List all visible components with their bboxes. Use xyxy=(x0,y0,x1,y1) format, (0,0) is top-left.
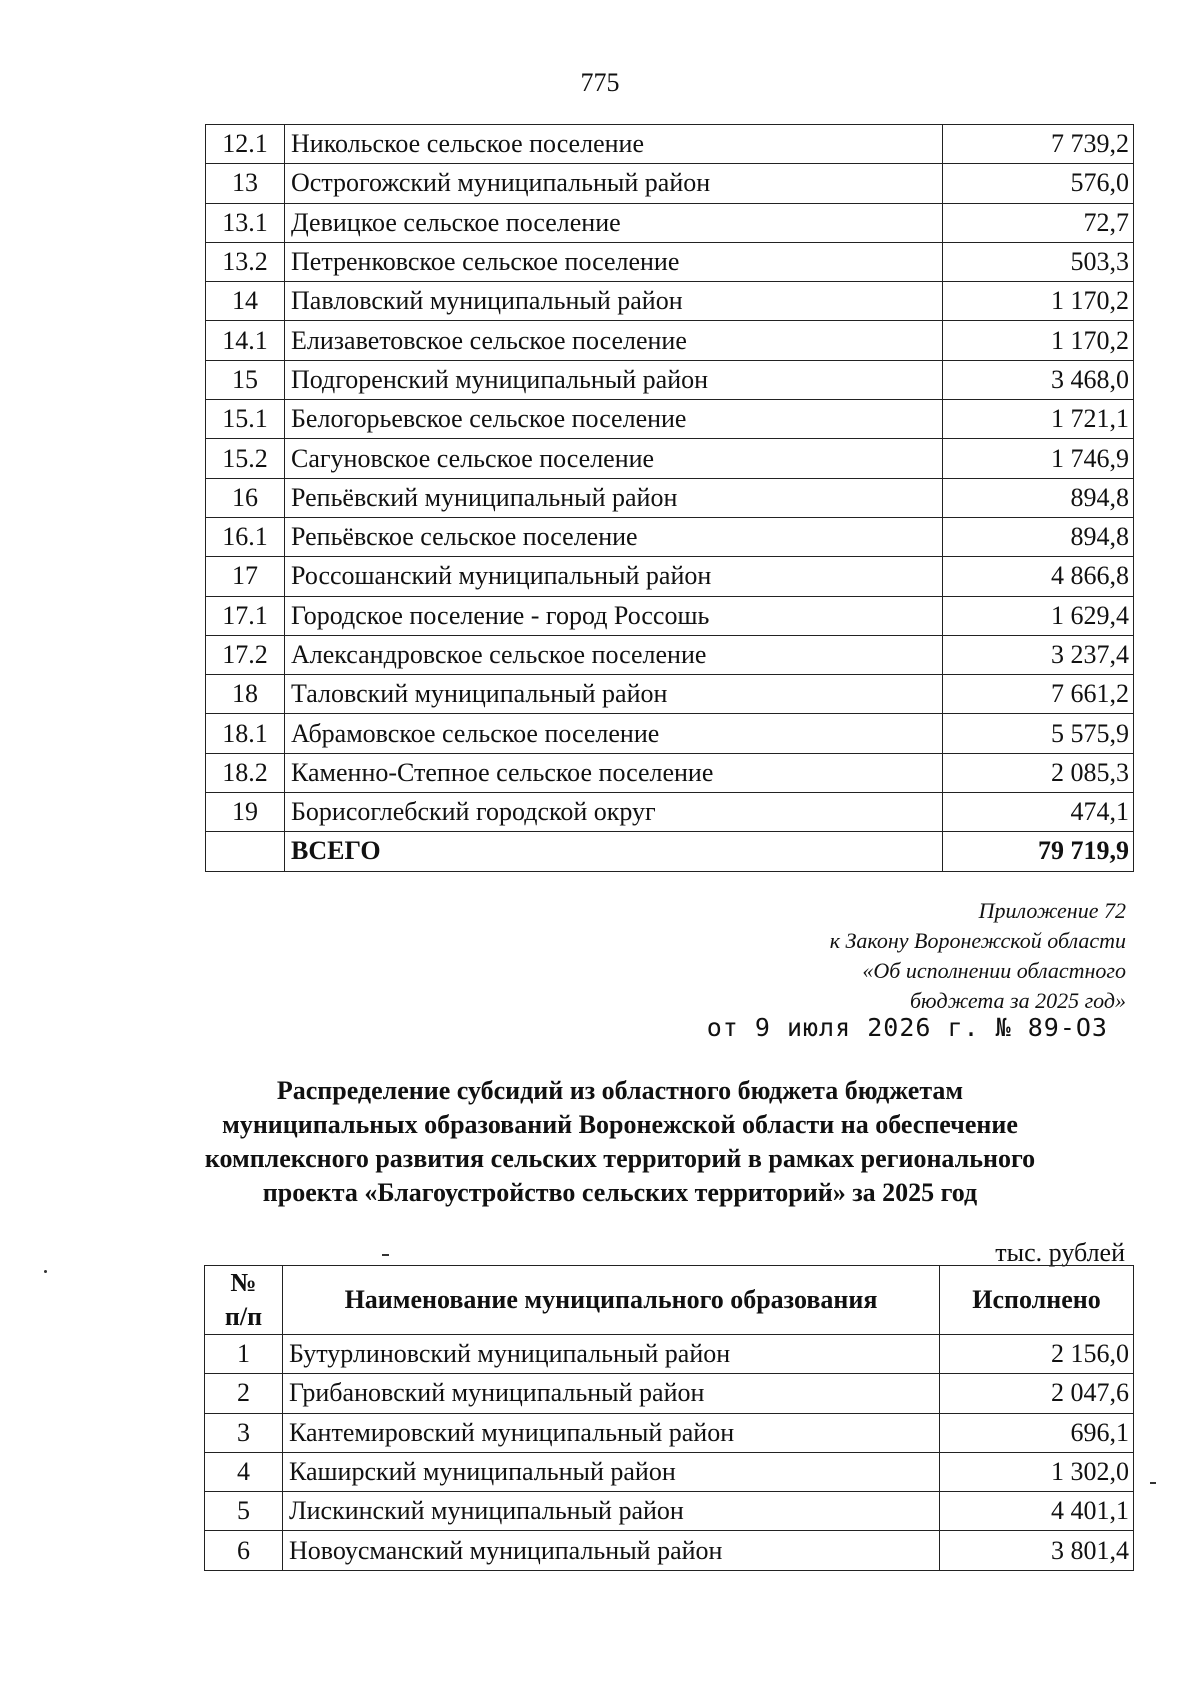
row-name: Бутурлиновский муниципальный район xyxy=(283,1335,940,1374)
table-row xyxy=(206,478,1134,517)
table-row xyxy=(206,242,1134,281)
units-label: тыс. рублей xyxy=(995,1238,1125,1267)
table-row xyxy=(206,164,1134,203)
title-line: Распределение субсидий из областного бюджета бюджетам xyxy=(276,1076,964,1105)
total-label: ВСЕГО xyxy=(285,832,943,871)
appendix-law-title-1: «Об исполнении областного xyxy=(862,958,1126,983)
row-value: 894,8 xyxy=(943,517,1134,556)
row-number: 17.1 xyxy=(206,596,285,635)
row-number: 6 xyxy=(205,1531,283,1570)
row-number: 16.1 xyxy=(206,517,285,556)
row-name: Абрамовское сельское поселение xyxy=(285,714,943,753)
row-number: 13.1 xyxy=(206,203,285,242)
title-line: комплексного развития сельских территорий в рамках регионального xyxy=(204,1144,1036,1173)
header-value: Исполнено xyxy=(940,1266,1134,1335)
row-number: 18 xyxy=(206,675,285,714)
row-value: 1 746,9 xyxy=(943,439,1134,478)
subsidies-table xyxy=(204,1265,1134,1571)
row-number: 1 xyxy=(205,1335,283,1374)
row-number: 17.2 xyxy=(206,635,285,674)
row-value: 576,0 xyxy=(943,164,1134,203)
table-row xyxy=(206,635,1134,674)
row-name: Белогорьевское сельское поселение xyxy=(285,400,943,439)
row-number: 13 xyxy=(206,164,285,203)
table-row xyxy=(206,596,1134,635)
table-row xyxy=(205,1335,1134,1374)
table-row xyxy=(206,125,1134,164)
subsidies-table-continued xyxy=(205,124,1134,872)
row-value: 696,1 xyxy=(940,1413,1134,1452)
page-number: 775 xyxy=(580,68,620,97)
row-value: 2 047,6 xyxy=(940,1374,1134,1413)
row-name: Петренковское сельское поселение xyxy=(285,242,943,281)
row-value: 7 661,2 xyxy=(943,675,1134,714)
row-number: 3 xyxy=(205,1413,283,1452)
row-number: 16 xyxy=(206,478,285,517)
table-row xyxy=(206,793,1134,832)
table-row xyxy=(206,360,1134,399)
appendix-date: от 9 июля 2026 г. № 89-ОЗ xyxy=(706,1013,1108,1042)
row-value: 4 401,1 xyxy=(940,1492,1134,1531)
row-value: 72,7 xyxy=(943,203,1134,242)
row-value: 474,1 xyxy=(943,793,1134,832)
row-value: 1 170,2 xyxy=(943,321,1134,360)
table-row xyxy=(206,753,1134,792)
scan-mark xyxy=(44,1270,47,1273)
appendix-law-ref: к Закону Воронежской области xyxy=(829,928,1126,953)
title-line: проекта «Благоустройство сельских территорий» за 2025 год xyxy=(262,1178,978,1207)
row-name: Городское поселение - город Россошь xyxy=(285,596,943,635)
appendix-law-title-2: бюджета за 2025 год» xyxy=(909,988,1126,1013)
total-number xyxy=(206,832,285,871)
table-row xyxy=(205,1492,1134,1531)
table-row xyxy=(206,439,1134,478)
row-number: 19 xyxy=(206,793,285,832)
row-value: 1 629,4 xyxy=(943,596,1134,635)
row-value: 7 739,2 xyxy=(943,125,1134,164)
row-name: Острогожский муниципальный район xyxy=(285,164,943,203)
row-value: 3 801,4 xyxy=(940,1531,1134,1570)
row-value: 3 237,4 xyxy=(943,635,1134,674)
total-row xyxy=(206,832,1134,871)
table-row xyxy=(206,517,1134,556)
row-number: 12.1 xyxy=(206,125,285,164)
document-title xyxy=(170,1074,1070,1210)
row-number: 15 xyxy=(206,360,285,399)
row-name: Репьёвское сельское поселение xyxy=(285,517,943,556)
header-name: Наименование муниципального образования xyxy=(283,1266,940,1335)
table-row xyxy=(206,203,1134,242)
row-number: 14 xyxy=(206,282,285,321)
row-name: Таловский муниципальный район xyxy=(285,675,943,714)
table-row xyxy=(206,714,1134,753)
table-row xyxy=(206,321,1134,360)
header-number-line2: п/п xyxy=(224,1302,263,1331)
scan-mark xyxy=(382,1254,389,1256)
row-value: 2 156,0 xyxy=(940,1335,1134,1374)
row-number: 18.1 xyxy=(206,714,285,753)
row-number: 4 xyxy=(205,1452,283,1491)
header-number-line1: № xyxy=(230,1268,257,1298)
row-name: Каширский муниципальный район xyxy=(283,1452,940,1491)
row-value: 1 302,0 xyxy=(940,1452,1134,1491)
table-row xyxy=(206,557,1134,596)
row-value: 2 085,3 xyxy=(943,753,1134,792)
row-number: 5 xyxy=(205,1492,283,1531)
row-name: Репьёвский муниципальный район xyxy=(285,478,943,517)
appendix-number: Приложение 72 xyxy=(978,898,1126,923)
header-number xyxy=(205,1266,283,1335)
row-value: 5 575,9 xyxy=(943,714,1134,753)
row-name: Каменно-Степное сельское поселение xyxy=(285,753,943,792)
title-line: муниципальных образований Воронежской области на обеспечение xyxy=(222,1110,1018,1139)
appendix-header xyxy=(830,896,1126,1016)
row-name: Сагуновское сельское поселение xyxy=(285,439,943,478)
table-row xyxy=(205,1531,1134,1570)
row-name: Девицкое сельское поселение xyxy=(285,203,943,242)
table-row xyxy=(206,675,1134,714)
row-value: 4 866,8 xyxy=(943,557,1134,596)
row-name: Россошанский муниципальный район xyxy=(285,557,943,596)
row-value: 894,8 xyxy=(943,478,1134,517)
row-value: 503,3 xyxy=(943,242,1134,281)
table-row xyxy=(205,1452,1134,1491)
row-name: Подгоренский муниципальный район xyxy=(285,360,943,399)
row-value: 1 170,2 xyxy=(943,282,1134,321)
table-header-row xyxy=(205,1266,1134,1335)
row-value: 3 468,0 xyxy=(943,360,1134,399)
row-name: Александровское сельское поселение xyxy=(285,635,943,674)
table-row xyxy=(206,400,1134,439)
row-name: Елизаветовское сельское поселение xyxy=(285,321,943,360)
row-name: Грибановский муниципальный район xyxy=(283,1374,940,1413)
table-row xyxy=(206,282,1134,321)
row-number: 14.1 xyxy=(206,321,285,360)
row-number: 17 xyxy=(206,557,285,596)
row-name: Павловский муниципальный район xyxy=(285,282,943,321)
total-value: 79 719,9 xyxy=(943,832,1134,871)
row-value: 1 721,1 xyxy=(943,400,1134,439)
row-number: 15.2 xyxy=(206,439,285,478)
row-name: Лискинский муниципальный район xyxy=(283,1492,940,1531)
scan-mark xyxy=(1150,1482,1156,1484)
row-name: Кантемировский муниципальный район xyxy=(283,1413,940,1452)
table-row xyxy=(205,1374,1134,1413)
row-name: Новоусманский муниципальный район xyxy=(283,1531,940,1570)
row-number: 15.1 xyxy=(206,400,285,439)
row-number: 2 xyxy=(205,1374,283,1413)
row-name: Борисоглебский городской округ xyxy=(285,793,943,832)
table-row xyxy=(205,1413,1134,1452)
row-number: 18.2 xyxy=(206,753,285,792)
row-name: Никольское сельское поселение xyxy=(285,125,943,164)
row-number: 13.2 xyxy=(206,242,285,281)
